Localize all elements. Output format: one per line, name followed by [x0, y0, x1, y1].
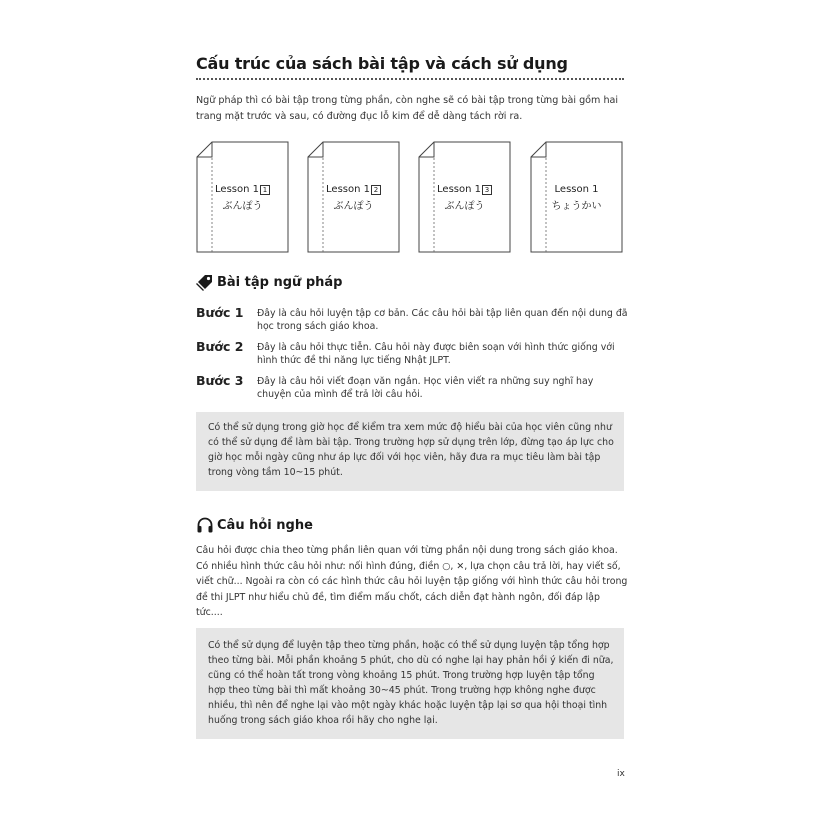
title-dotted-rule — [196, 78, 624, 80]
sheet-grammar-2 — [307, 141, 400, 253]
step-1-text: Đây là câu hỏi luyện tập cơ bản. Các câu hỏi bài tập liên quan đến nội dung đã học trong sách giáo khoa. — [257, 308, 628, 332]
sheet-subject: ちょうかい — [551, 201, 602, 212]
sheet-lesson-label: Lesson 1 — [215, 184, 259, 195]
sheet-subject: ぶんぽう — [222, 201, 263, 212]
sheet-grammar-1 — [196, 141, 289, 253]
listening-heading-text: Câu hỏi nghe — [217, 517, 313, 533]
grammar-section-heading — [196, 273, 342, 291]
sheet-lesson-label: Lesson 1 — [326, 184, 370, 195]
step-1-label: Bước 1 — [196, 305, 244, 320]
step-3-label: Bước 3 — [196, 373, 244, 388]
sheet-grammar-3 — [418, 141, 511, 253]
listening-paragraph: Câu hỏi được chia theo từng phần liên quan với từng phần nội dung trong sách giáo khoa. Có nhiều hình thức câu hỏi như: nối hình đúng, điền ○, ✕, lựa chọn câu trả lời, hay viết số, viết chữ... Ngoài ra còn có các hình thức câu hỏi luyện tập giống với hình thức câu hỏi trong đề thi JLPT như hiểu chủ đề, tìm điểm mấu chốt, cách diễn đạt hành ngôn, đối đáp lập tức.... — [196, 545, 628, 618]
step-2-label: Bước 2 — [196, 339, 244, 354]
step-2-text: Đây là câu hỏi thực tiễn. Câu hỏi này được biên soạn với hình thức giống với hình thức đề thi năng lực tiếng Nhật JLPT. — [257, 342, 615, 366]
listening-note-text: Có thể sử dụng để luyện tập theo từng phần, hoặc có thể sử dụng luyện tập tổng hợp theo từng bài. Mỗi phần khoảng 5 phút, cho dù có nghe lại hay phản hồi ý kiến đi nữa, cũng có thể hoàn tất trong vòng khoảng 15 phút. Trong trường hợp luyện tập tổng hợp theo từng bài thì mất khoảng 30~45 phút. Trong trường hợp không nghe được nhiều, thì nên để nghe lại vào một ngày khác hoặc luyện tập lại sơ qua hội thoại tình huống trong sách giáo khoa rồi hãy cho nghe lại. — [208, 640, 614, 726]
sheet-lesson-label: Lesson 1 — [437, 184, 481, 195]
box-number-mark: 3 — [482, 185, 492, 195]
sheet-listening — [530, 141, 623, 253]
page-title: Cấu trúc của sách bài tập và cách sử dụng — [196, 54, 568, 73]
page-number: ix — [617, 769, 625, 779]
grammar-note-text: Có thể sử dụng trong giờ học để kiểm tra xem mức độ hiểu bài của học viên cũng như có thể sử dụng để làm bài tập. Trong trường hợp sử dụng trên lớp, đừng tạo áp lực cho giờ học mỗi ngày cũng như áp lực đối với học viên, hãy đưa ra mục tiêu làm bài tập trong vòng tầm 10~15 phút. — [208, 422, 614, 478]
listening-note-box — [196, 628, 624, 739]
sheet-subject: ぶんぽう — [333, 201, 374, 212]
box-number-mark: 1 — [260, 185, 270, 195]
grammar-heading-text: Bài tập ngữ pháp — [217, 274, 343, 290]
sheet-subject: ぶんぽう — [444, 201, 485, 212]
grammar-note-box — [196, 412, 624, 491]
sheet-lesson-label: Lesson 1 — [554, 184, 599, 195]
intro-paragraph: Ngữ pháp thì có bài tập trong từng phần, còn nghe sẽ có bài tập trong từng bài gồm hai trang mặt trước và sau, có đường đục lỗ kim để dễ dàng tách rời ra. — [196, 95, 619, 122]
listening-section-heading — [196, 516, 313, 534]
step-3-text: Đây là câu hỏi viết đoạn văn ngắn. Học viên viết ra những suy nghĩ hay chuyện của mình để trả lời câu hỏi. — [257, 376, 594, 400]
tag-icon — [196, 273, 214, 291]
box-number-mark: 2 — [371, 185, 381, 195]
headphones-icon — [196, 516, 214, 534]
